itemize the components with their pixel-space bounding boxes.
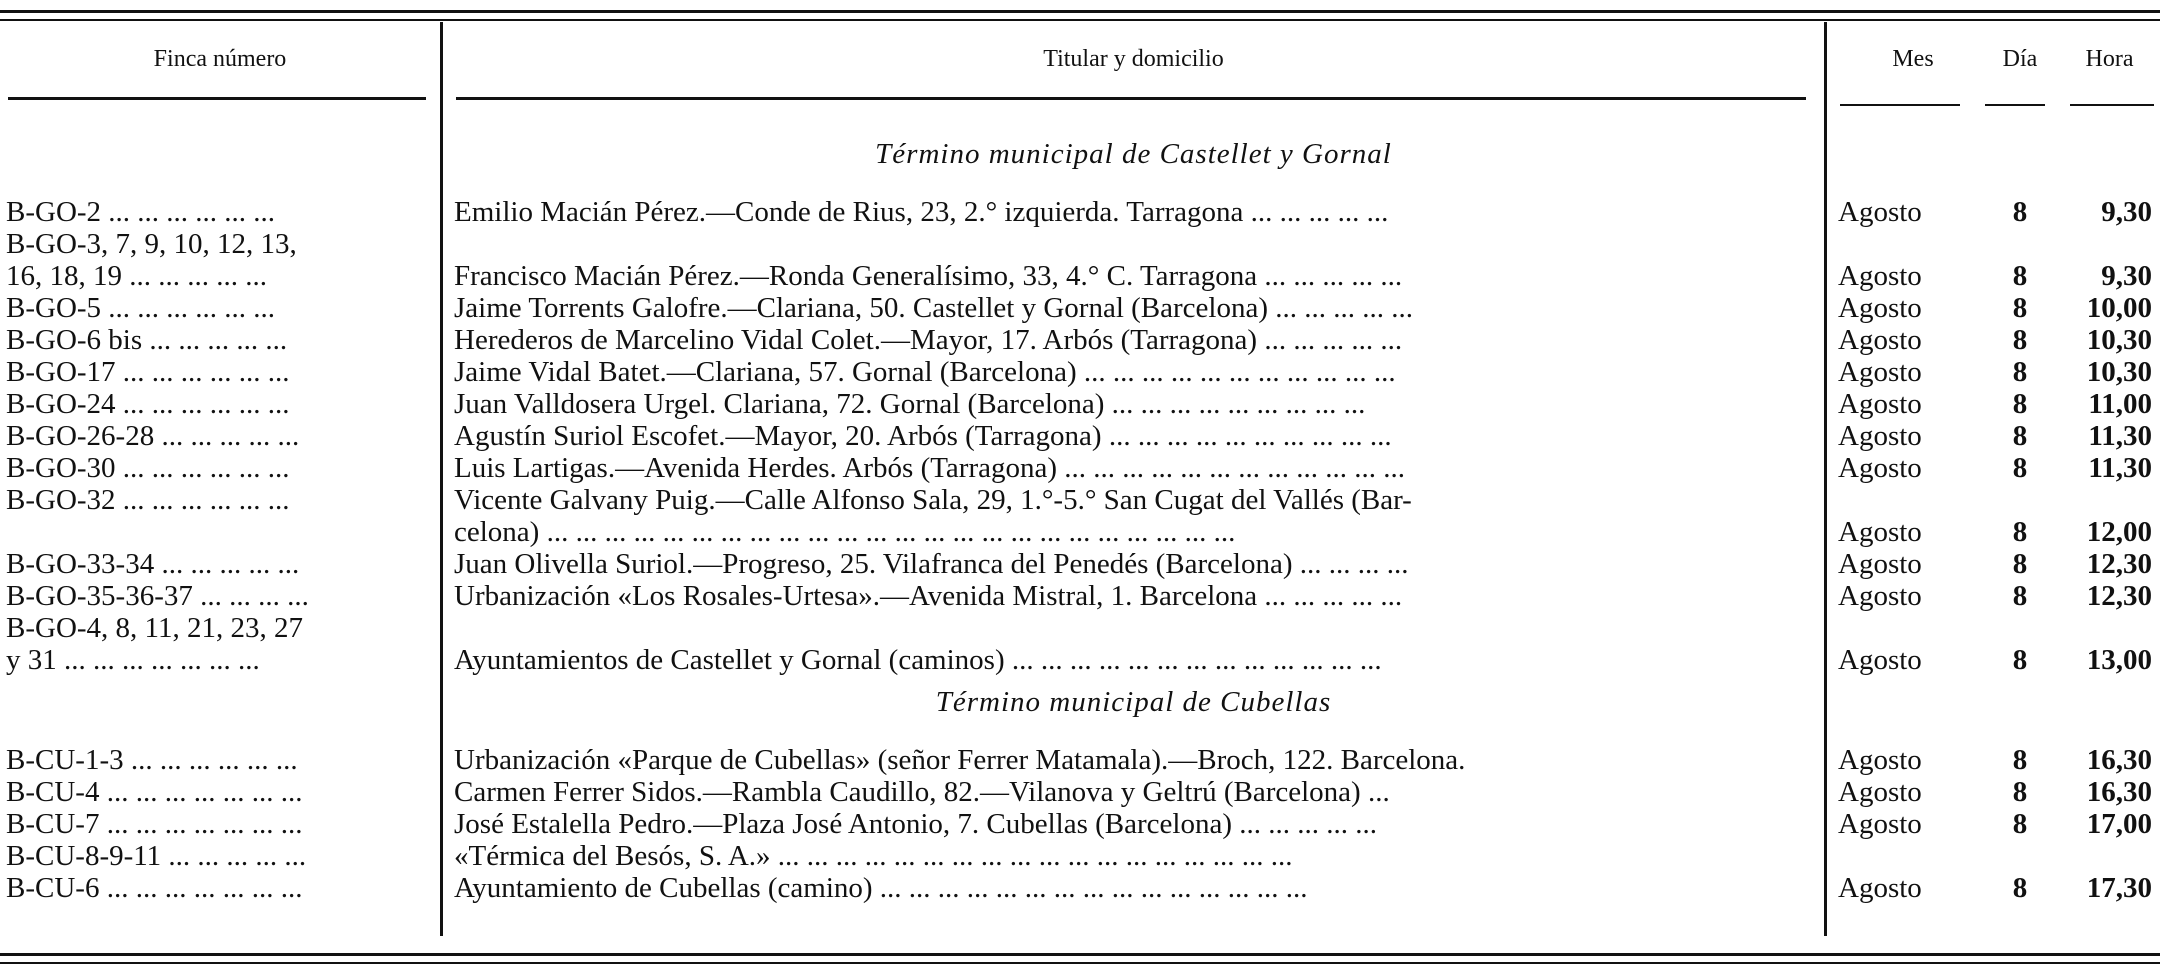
cell-dia: 8 bbox=[2012, 548, 2028, 580]
cell-hora: 10,30 bbox=[2086, 324, 2152, 356]
cell-mes: Agosto bbox=[1838, 420, 1922, 452]
cell-titular: Urbanización «Los Rosales-Urtesa».—Avenida Mistral, 1. Barcelona ... ... ... ... ... bbox=[454, 580, 1403, 612]
top-rule-thin bbox=[0, 19, 2160, 21]
cell-finca: B-CU-4 ... ... ... ... ... ... ... bbox=[6, 776, 303, 808]
cell-dia: 8 bbox=[2012, 324, 2028, 356]
header-mes: Mes bbox=[1892, 46, 1934, 72]
cell-titular: Urbanización «Parque de Cubellas» (señor Ferrer Matamala).—Broch, 122. Barcelona. bbox=[454, 744, 1466, 776]
cell-titular: Emilio Macián Pérez.—Conde de Rius, 23, 2.° izquierda. Tarragona ... ... ... ... ... bbox=[454, 196, 1389, 228]
cell-finca: B-GO-5 ... ... ... ... ... ... bbox=[6, 292, 276, 324]
cell-finca: y 31 ... ... ... ... ... ... ... bbox=[6, 644, 260, 676]
cell-finca: B-GO-3, 7, 9, 10, 12, 13, bbox=[6, 228, 297, 260]
cell-finca: B-CU-8-9-11 ... ... ... ... ... bbox=[6, 840, 307, 872]
cell-hora: 16,30 bbox=[2086, 776, 2152, 808]
header-dia: Día bbox=[2002, 46, 2038, 72]
cell-dia: 8 bbox=[2012, 776, 2028, 808]
cell-hora: 12,30 bbox=[2086, 580, 2152, 612]
bottom-rule bbox=[0, 953, 2160, 956]
cell-titular: «Térmica del Besós, S. A.» ... ... ... ... ... ... ... ... ... ... ... ... ... ... ... ... ... ... bbox=[454, 840, 1293, 872]
cell-mes: Agosto bbox=[1838, 516, 1922, 548]
cell-finca: B-GO-26-28 ... ... ... ... ... bbox=[6, 420, 300, 452]
cell-hora: 11,00 bbox=[2088, 388, 2152, 420]
header-titular: Titular y domicilio bbox=[1043, 46, 1224, 72]
cell-hora: 16,30 bbox=[2086, 744, 2152, 776]
cell-dia: 8 bbox=[2012, 808, 2028, 840]
cell-finca: B-GO-2 ... ... ... ... ... ... bbox=[6, 196, 276, 228]
cell-finca: B-CU-6 ... ... ... ... ... ... ... bbox=[6, 872, 303, 904]
top-rule bbox=[0, 10, 2160, 13]
cell-mes: Agosto bbox=[1838, 776, 1922, 808]
cell-mes: Agosto bbox=[1838, 292, 1922, 324]
section-title: Término municipal de Castellet y Gornal bbox=[875, 138, 1392, 170]
cell-titular: Juan Valldosera Urgel. Clariana, 72. Gornal (Barcelona) ... ... ... ... ... ... ... ... ... bbox=[454, 388, 1366, 420]
cell-mes: Agosto bbox=[1838, 872, 1922, 904]
cell-mes: Agosto bbox=[1838, 452, 1922, 484]
cell-titular: Ayuntamiento de Cubellas (camino) ... ... ... ... ... ... ... ... ... ... ... ... ... ... ... bbox=[454, 872, 1308, 904]
cell-titular: Agustín Suriol Escofet.—Mayor, 20. Arbós (Tarragona) ... ... ... ... ... ... ... ... ... ... bbox=[454, 420, 1392, 452]
cell-titular: Ayuntamientos de Castellet y Gornal (caminos) ... ... ... ... ... ... ... ... ... ... ... ... ... bbox=[454, 644, 1382, 676]
cell-titular: Vicente Galvany Puig.—Calle Alfonso Sala, 29, 1.°-5.° San Cugat del Vallés (Bar- bbox=[454, 484, 1412, 516]
cell-dia: 8 bbox=[2012, 356, 2028, 388]
cell-mes: Agosto bbox=[1838, 388, 1922, 420]
cell-finca: B-CU-7 ... ... ... ... ... ... ... bbox=[6, 808, 303, 840]
cell-mes: Agosto bbox=[1838, 548, 1922, 580]
cell-dia: 8 bbox=[2012, 260, 2028, 292]
cell-titular: Jaime Vidal Batet.—Clariana, 57. Gornal (Barcelona) ... ... ... ... ... ... ... ... ... ... ... bbox=[454, 356, 1396, 388]
bottom-rule-thin bbox=[0, 962, 2160, 964]
cell-finca: B-CU-1-3 ... ... ... ... ... ... bbox=[6, 744, 298, 776]
cell-finca: B-GO-6 bis ... ... ... ... ... bbox=[6, 324, 288, 356]
cell-dia: 8 bbox=[2012, 452, 2028, 484]
section-title: Término municipal de Cubellas bbox=[935, 686, 1332, 718]
header-finca: Finca número bbox=[153, 46, 287, 72]
cell-dia: 8 bbox=[2012, 516, 2028, 548]
cell-dia: 8 bbox=[2012, 420, 2028, 452]
cell-finca: B-GO-32 ... ... ... ... ... ... bbox=[6, 484, 290, 516]
cell-mes: Agosto bbox=[1838, 324, 1922, 356]
header-underline bbox=[2070, 104, 2154, 106]
cell-finca: B-GO-24 ... ... ... ... ... ... bbox=[6, 388, 290, 420]
column-divider bbox=[1824, 22, 1827, 936]
cell-dia: 8 bbox=[2012, 580, 2028, 612]
cell-hora: 10,30 bbox=[2086, 356, 2152, 388]
cell-finca: B-GO-33-34 ... ... ... ... ... bbox=[6, 548, 300, 580]
cell-finca: B-GO-30 ... ... ... ... ... ... bbox=[6, 452, 290, 484]
cell-titular: Carmen Ferrer Sidos.—Rambla Caudillo, 82.—Vilanova y Geltrú (Barcelona) ... bbox=[454, 776, 1390, 808]
cell-titular: Francisco Macián Pérez.—Ronda Generalísimo, 33, 4.° C. Tarragona ... ... ... ... ... bbox=[454, 260, 1403, 292]
cell-titular: Herederos de Marcelino Vidal Colet.—Mayor, 17. Arbós (Tarragona) ... ... ... ... ... bbox=[454, 324, 1403, 356]
cell-hora: 11,30 bbox=[2088, 420, 2152, 452]
header-hora: Hora bbox=[2085, 46, 2134, 72]
cell-titular: Luis Lartigas.—Avenida Herdes. Arbós (Tarragona) ... ... ... ... ... ... ... ... ... ... ... ... bbox=[454, 452, 1406, 484]
cell-mes: Agosto bbox=[1838, 260, 1922, 292]
cell-mes: Agosto bbox=[1838, 808, 1922, 840]
cell-hora: 9,30 bbox=[2101, 196, 2152, 228]
header-underline bbox=[1985, 104, 2045, 106]
header-underline bbox=[456, 97, 1806, 100]
header-underline bbox=[8, 97, 426, 100]
cell-hora: 13,00 bbox=[2086, 644, 2152, 676]
cell-mes: Agosto bbox=[1838, 644, 1922, 676]
cell-hora: 17,00 bbox=[2086, 808, 2152, 840]
cell-hora: 12,30 bbox=[2086, 548, 2152, 580]
cell-finca: B-GO-4, 8, 11, 21, 23, 27 bbox=[6, 612, 303, 644]
cell-hora: 12,00 bbox=[2086, 516, 2152, 548]
cell-hora: 11,30 bbox=[2088, 452, 2152, 484]
cell-mes: Agosto bbox=[1838, 196, 1922, 228]
cell-dia: 8 bbox=[2012, 744, 2028, 776]
cell-mes: Agosto bbox=[1838, 580, 1922, 612]
header-underline bbox=[1840, 104, 1960, 106]
cell-dia: 8 bbox=[2012, 644, 2028, 676]
cell-dia: 8 bbox=[2012, 292, 2028, 324]
cell-titular: Juan Olivella Suriol.—Progreso, 25. Vilafranca del Penedés (Barcelona) ... ... ... ... bbox=[454, 548, 1409, 580]
cell-dia: 8 bbox=[2012, 196, 2028, 228]
cell-titular: Jaime Torrents Galofre.—Clariana, 50. Castellet y Gornal (Barcelona) ... ... ... ... ... bbox=[454, 292, 1413, 324]
cell-mes: Agosto bbox=[1838, 356, 1922, 388]
cell-titular: celona) ... ... ... ... ... ... ... ... ... ... ... ... ... ... ... ... ... ... ... ... ... ... ... ... bbox=[454, 516, 1236, 548]
cell-dia: 8 bbox=[2012, 388, 2028, 420]
cell-hora: 10,00 bbox=[2086, 292, 2152, 324]
cell-finca: B-GO-17 ... ... ... ... ... ... bbox=[6, 356, 290, 388]
cell-finca: B-GO-35-36-37 ... ... ... ... bbox=[6, 580, 309, 612]
cell-dia: 8 bbox=[2012, 872, 2028, 904]
cell-hora: 17,30 bbox=[2086, 872, 2152, 904]
cell-mes: Agosto bbox=[1838, 744, 1922, 776]
cell-finca: 16, 18, 19 ... ... ... ... ... bbox=[6, 260, 267, 292]
cell-titular: José Estalella Pedro.—Plaza José Antonio, 7. Cubellas (Barcelona) ... ... ... ... ... bbox=[454, 808, 1377, 840]
cell-hora: 9,30 bbox=[2101, 260, 2152, 292]
